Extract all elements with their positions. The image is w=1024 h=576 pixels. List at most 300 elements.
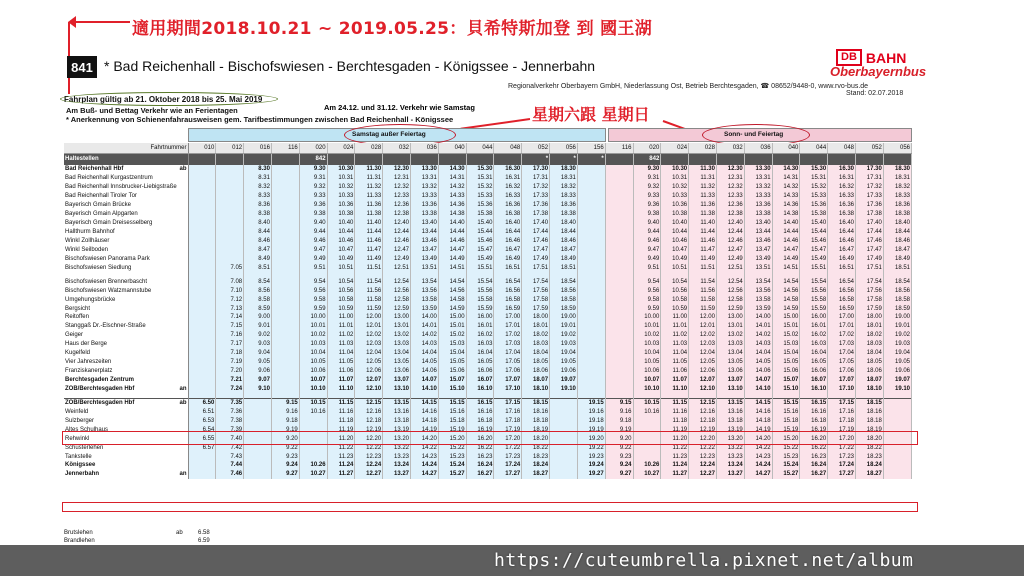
time-cell: 18.30	[883, 165, 911, 174]
time-cell	[271, 245, 299, 254]
stop-name	[64, 340, 188, 349]
time-cell: 18.54	[550, 277, 578, 286]
time-cell	[577, 254, 605, 263]
stop-label: Bayerisch Gmain Alpgarten	[65, 211, 138, 218]
time-cell: 16.03	[466, 340, 494, 349]
time-cell: 14.47	[438, 245, 466, 254]
time-cell	[271, 340, 299, 349]
time-cell: 18.33	[550, 192, 578, 201]
time-cell: 12.05	[355, 358, 383, 367]
operator-info: Regionalverkehr Oberbayern GmbH, Niederlassung Ost, Betrieb Berchtesgaden, ☎ 08652/9448-0, www.rvo-bus.de	[508, 83, 869, 90]
time-cell: 12.15	[355, 398, 383, 407]
time-cell: 15.18	[772, 416, 800, 425]
table-row	[64, 286, 912, 295]
time-cell: 18.10	[856, 385, 884, 394]
time-cell	[188, 165, 216, 174]
time-cell: 13.23	[383, 452, 411, 461]
trip-number: 032	[716, 143, 744, 153]
time-cell: 14.01	[411, 322, 439, 331]
time-cell: 16.44	[494, 228, 522, 237]
time-cell: 8.46	[244, 237, 272, 246]
time-cell: 17.59	[522, 304, 550, 313]
time-cell: 17.03	[828, 340, 856, 349]
time-cell: 18.47	[883, 245, 911, 254]
time-cell: 13.03	[383, 340, 411, 349]
time-cell: 19.02	[883, 331, 911, 340]
time-cell: 12.06	[355, 367, 383, 376]
stop-label: Altes Schulhaus	[65, 426, 109, 433]
time-cell: 9.10	[244, 385, 272, 394]
time-cell: 15.51	[466, 263, 494, 272]
time-cell: 18.40	[883, 219, 911, 228]
time-cell: 16.36	[494, 201, 522, 210]
time-cell	[550, 461, 578, 470]
time-cell: 18.18	[856, 416, 884, 425]
time-cell: 12.58	[716, 295, 744, 304]
time-cell: 17.19	[828, 425, 856, 434]
time-cell: 15.15	[438, 398, 466, 407]
time-cell: 16.22	[466, 443, 494, 452]
time-cell: 12.56	[383, 286, 411, 295]
time-cell: 15.44	[800, 228, 828, 237]
time-cell: 18.06	[522, 367, 550, 376]
time-cell: 13.32	[411, 183, 439, 192]
time-cell: 17.24	[494, 461, 522, 470]
saturday-label: Samstag außer Feiertag	[352, 131, 426, 138]
time-cell: 14.54	[772, 277, 800, 286]
time-cell: 11.54	[355, 277, 383, 286]
time-cell: 16.44	[828, 228, 856, 237]
time-cell	[271, 313, 299, 322]
head-note	[744, 153, 772, 165]
time-cell: 12.19	[355, 425, 383, 434]
time-cell: 16.56	[494, 286, 522, 295]
stop-name	[64, 398, 188, 407]
time-cell: 17.51	[522, 263, 550, 272]
time-cell: 10.00	[633, 313, 661, 322]
time-cell	[216, 245, 244, 254]
time-cell: 11.30	[689, 165, 717, 174]
time-cell: 15.03	[438, 340, 466, 349]
head-note	[411, 153, 439, 165]
time-cell	[188, 295, 216, 304]
time-cell: 18.33	[883, 192, 911, 201]
time-cell: 17.40	[856, 219, 884, 228]
time-cell: 17.44	[522, 228, 550, 237]
time-cell: 16.03	[800, 340, 828, 349]
time-cell: 13.47	[411, 245, 439, 254]
period-annotation: 適用期間2018.10.21 ~ 2019.05.25：貝希特斯加登 到 國王湖	[132, 19, 653, 39]
time-cell	[244, 416, 272, 425]
time-cell: 15.22	[772, 443, 800, 452]
stop-label: Schusterlehen	[65, 444, 104, 451]
time-cell: 10.58	[327, 295, 355, 304]
time-cell	[605, 219, 633, 228]
time-cell: 9.38	[299, 210, 327, 219]
time-cell: 8.54	[244, 277, 272, 286]
time-cell: 13.04	[383, 349, 411, 358]
time-cell	[216, 174, 244, 183]
time-cell: 19.10	[883, 385, 911, 394]
stop-label: Bergsicht	[65, 305, 91, 312]
time-cell: 11.05	[327, 358, 355, 367]
time-cell: 16.10	[800, 385, 828, 394]
time-cell: 18.47	[550, 245, 578, 254]
time-cell	[271, 349, 299, 358]
time-cell: 18.05	[522, 358, 550, 367]
time-cell: 16.47	[828, 245, 856, 254]
trip-number-row	[64, 143, 912, 153]
route-title: * Bad Reichenhall - Bischofswiesen - Berchtesgaden - Königssee - Jennerbahn	[104, 58, 596, 74]
trip-number: 016	[244, 143, 272, 153]
time-cell	[577, 263, 605, 272]
time-cell	[188, 304, 216, 313]
time-cell: 10.15	[299, 398, 327, 407]
time-cell: 13.40	[411, 219, 439, 228]
time-cell	[188, 340, 216, 349]
time-cell: 11.01	[327, 322, 355, 331]
time-cell: 8.59	[244, 304, 272, 313]
trip-number: 052	[856, 143, 884, 153]
time-cell: 14.33	[772, 192, 800, 201]
time-cell	[577, 286, 605, 295]
time-cell: 12.31	[716, 174, 744, 183]
head-note	[216, 153, 244, 165]
time-cell	[188, 174, 216, 183]
time-cell	[577, 237, 605, 246]
lower-mark: ab	[176, 530, 183, 536]
time-cell: 8.31	[244, 174, 272, 183]
stop-name	[64, 331, 188, 340]
time-cell	[605, 277, 633, 286]
time-cell: 12.16	[689, 407, 717, 416]
time-cell: 13.05	[716, 358, 744, 367]
time-cell: 16.33	[494, 192, 522, 201]
time-cell: 12.20	[355, 434, 383, 443]
time-cell: 18.30	[550, 165, 578, 174]
time-cell	[577, 358, 605, 367]
stop-name	[64, 210, 188, 219]
time-cell: 12.33	[383, 192, 411, 201]
time-cell: 16.19	[800, 425, 828, 434]
time-cell: 9.00	[244, 313, 272, 322]
time-cell	[605, 313, 633, 322]
time-cell	[271, 228, 299, 237]
time-cell: 17.15	[494, 398, 522, 407]
time-cell: 11.27	[661, 470, 689, 479]
time-cell: 10.46	[661, 237, 689, 246]
time-cell	[577, 295, 605, 304]
head-note	[883, 153, 911, 165]
time-cell: 12.18	[355, 416, 383, 425]
time-cell: 18.07	[856, 376, 884, 385]
time-cell: 15.33	[466, 192, 494, 201]
time-cell	[271, 322, 299, 331]
time-cell: 17.16	[494, 407, 522, 416]
time-cell: 9.20	[605, 434, 633, 443]
time-cell: 15.07	[438, 376, 466, 385]
time-cell: 9.27	[271, 470, 299, 479]
time-cell: 8.56	[244, 286, 272, 295]
time-cell: 13.10	[383, 385, 411, 394]
time-cell: 12.24	[689, 461, 717, 470]
sunday-label: Sonn- und Feiertag	[724, 131, 784, 138]
time-cell: 10.31	[661, 174, 689, 183]
time-cell: 17.22	[828, 443, 856, 452]
time-cell: 17.44	[856, 228, 884, 237]
time-cell: 9.40	[299, 219, 327, 228]
table-row	[64, 219, 912, 228]
time-cell: 10.02	[633, 331, 661, 340]
time-cell: 10.36	[327, 201, 355, 210]
time-cell	[188, 385, 216, 394]
time-cell: 16.02	[800, 331, 828, 340]
stop-label: Geiger	[65, 332, 84, 339]
time-cell: 12.49	[716, 254, 744, 263]
time-cell: 13.58	[744, 295, 772, 304]
time-cell: 14.10	[744, 385, 772, 394]
time-cell: 18.04	[856, 349, 884, 358]
time-cell: 14.32	[772, 183, 800, 192]
stop-label: Sulzberger	[65, 417, 95, 424]
time-cell: 12.31	[383, 174, 411, 183]
table-row	[64, 452, 912, 461]
time-cell: 10.05	[633, 358, 661, 367]
time-cell: 15.27	[772, 470, 800, 479]
time-cell: 17.23	[828, 452, 856, 461]
time-cell: 16.36	[828, 201, 856, 210]
time-cell: 18.32	[550, 183, 578, 192]
time-cell: 18.58	[550, 295, 578, 304]
time-cell: 14.51	[772, 263, 800, 272]
time-cell: 19.05	[550, 358, 578, 367]
stop-name	[64, 245, 188, 254]
time-cell: 11.59	[689, 304, 717, 313]
table-row	[64, 237, 912, 246]
time-cell: 18.44	[883, 228, 911, 237]
time-cell	[188, 286, 216, 295]
time-cell: 13.31	[744, 174, 772, 183]
time-cell: 15.16	[438, 407, 466, 416]
time-cell: 16.56	[828, 286, 856, 295]
time-cell: 16.10	[466, 385, 494, 394]
time-cell: 13.49	[744, 254, 772, 263]
time-cell: 18.27	[522, 470, 550, 479]
time-cell	[605, 358, 633, 367]
time-cell: 10.51	[327, 263, 355, 272]
time-cell: 13.33	[411, 192, 439, 201]
time-cell: 18.23	[856, 452, 884, 461]
time-cell: 13.58	[411, 295, 439, 304]
lower-row	[64, 538, 214, 544]
time-cell: 19.18	[577, 416, 605, 425]
time-cell	[605, 174, 633, 183]
time-cell: 16.38	[828, 210, 856, 219]
time-cell: 19.22	[577, 443, 605, 452]
stop-label: ZOB/Berchtesgaden Hbf	[65, 385, 135, 392]
time-cell: 10.26	[633, 461, 661, 470]
time-cell: 6.53	[188, 416, 216, 425]
stop-label: Hallthurm Bahnhof	[65, 229, 115, 236]
time-cell: 11.56	[689, 286, 717, 295]
time-cell: 15.05	[772, 358, 800, 367]
time-cell: 15.44	[466, 228, 494, 237]
time-cell: 14.16	[744, 407, 772, 416]
time-cell: 11.32	[689, 183, 717, 192]
time-cell: 19.05	[883, 358, 911, 367]
time-cell: 18.59	[550, 304, 578, 313]
time-cell: 8.47	[244, 245, 272, 254]
time-cell: 13.27	[383, 470, 411, 479]
stop-name	[64, 183, 188, 192]
time-cell: 13.20	[716, 434, 744, 443]
time-cell: 13.54	[411, 277, 439, 286]
time-cell: 18.16	[856, 407, 884, 416]
time-cell: 9.54	[299, 277, 327, 286]
time-cell: 17.32	[522, 183, 550, 192]
time-cell: 14.51	[438, 263, 466, 272]
time-cell: 15.20	[772, 434, 800, 443]
time-cell: 19.01	[883, 322, 911, 331]
stop-name	[64, 192, 188, 201]
time-cell: 18.31	[550, 174, 578, 183]
time-cell: 9.15	[271, 398, 299, 407]
time-cell	[605, 263, 633, 272]
trip-number: 116	[605, 143, 633, 153]
time-cell: 14.06	[411, 367, 439, 376]
time-cell: 17.00	[494, 313, 522, 322]
time-cell: 19.03	[883, 340, 911, 349]
time-cell: 14.36	[438, 201, 466, 210]
time-cell	[550, 398, 578, 407]
time-cell: 11.33	[355, 192, 383, 201]
time-cell: 17.51	[856, 263, 884, 272]
time-cell: 15.56	[800, 286, 828, 295]
watermark-url: https://cuteumbrella.pixnet.net/album	[494, 550, 914, 571]
time-cell: 14.56	[772, 286, 800, 295]
time-cell: 7.14	[216, 313, 244, 322]
time-cell	[271, 358, 299, 367]
time-cell: 18.15	[856, 398, 884, 407]
time-cell: 14.59	[438, 304, 466, 313]
time-cell	[271, 183, 299, 192]
time-cell	[577, 331, 605, 340]
time-cell	[633, 416, 661, 425]
time-cell: 10.47	[327, 245, 355, 254]
time-cell: 13.51	[411, 263, 439, 272]
time-cell: 17.16	[828, 407, 856, 416]
time-cell: 14.20	[744, 434, 772, 443]
time-cell: 12.32	[383, 183, 411, 192]
table-row	[64, 407, 912, 416]
time-cell: 17.07	[494, 376, 522, 385]
time-cell: 16.02	[466, 331, 494, 340]
time-cell: 14.03	[411, 340, 439, 349]
time-cell: 9.51	[633, 263, 661, 272]
trip-number: 052	[522, 143, 550, 153]
head-note	[383, 153, 411, 165]
time-cell: 17.10	[828, 385, 856, 394]
time-cell: 17.30	[522, 165, 550, 174]
time-cell: 13.32	[744, 183, 772, 192]
time-cell: 17.10	[494, 385, 522, 394]
time-cell	[216, 201, 244, 210]
time-cell: 15.59	[800, 304, 828, 313]
time-cell: 12.07	[689, 376, 717, 385]
time-cell: 11.20	[661, 434, 689, 443]
time-cell: 12.33	[716, 192, 744, 201]
time-cell: 11.06	[661, 367, 689, 376]
time-cell	[271, 295, 299, 304]
head-note: *	[522, 153, 550, 165]
time-cell: 16.24	[466, 461, 494, 470]
time-cell: 9.44	[633, 228, 661, 237]
time-cell: 10.40	[661, 219, 689, 228]
time-cell: 11.02	[661, 331, 689, 340]
time-cell: 15.30	[800, 165, 828, 174]
time-cell: 13.15	[383, 398, 411, 407]
time-cell	[188, 331, 216, 340]
time-cell: 7.24	[216, 385, 244, 394]
time-cell: 14.04	[411, 349, 439, 358]
time-cell: 13.03	[716, 340, 744, 349]
time-cell: 15.18	[438, 416, 466, 425]
time-cell: 7.12	[216, 295, 244, 304]
time-cell: 11.16	[327, 407, 355, 416]
time-cell: 9.54	[633, 277, 661, 286]
stop-name	[64, 452, 188, 461]
time-cell: 11.31	[689, 174, 717, 183]
stop-mark: an	[179, 471, 187, 478]
time-cell	[188, 277, 216, 286]
time-cell: 9.51	[299, 263, 327, 272]
time-cell: 18.49	[883, 254, 911, 263]
time-cell: 18.46	[550, 237, 578, 246]
time-cell: 6.57	[188, 443, 216, 452]
time-cell: 15.47	[466, 245, 494, 254]
time-cell: 11.20	[327, 434, 355, 443]
time-cell: 13.38	[744, 210, 772, 219]
time-cell: 12.40	[383, 219, 411, 228]
time-cell: 15.32	[466, 183, 494, 192]
time-cell: 9.23	[605, 452, 633, 461]
time-cell: 13.31	[411, 174, 439, 183]
trip-number: 056	[550, 143, 578, 153]
time-cell: 9.30	[299, 165, 327, 174]
stop-label: Umgehungsbrücke	[65, 296, 116, 303]
time-cell	[577, 349, 605, 358]
time-cell: 9.36	[633, 201, 661, 210]
time-cell: 15.56	[466, 286, 494, 295]
stop-label: Jennerbahn	[65, 471, 100, 478]
time-cell: 12.15	[689, 398, 717, 407]
time-cell: 19.03	[550, 340, 578, 349]
time-cell: 10.56	[661, 286, 689, 295]
time-cell: 13.36	[411, 201, 439, 210]
stop-name	[64, 322, 188, 331]
time-cell: 19.27	[577, 470, 605, 479]
time-cell: 15.23	[772, 452, 800, 461]
time-cell: 10.06	[299, 367, 327, 376]
time-cell: 10.10	[633, 385, 661, 394]
stop-label: Berchtesgaden Zentrum	[65, 377, 135, 384]
trip-number: 024	[661, 143, 689, 153]
time-cell	[883, 407, 911, 416]
info-line-holiday: Am Buß- und Bettag Verkehr wie an Ferientagen	[66, 106, 238, 115]
time-cell: 12.46	[716, 237, 744, 246]
time-cell: 18.20	[522, 434, 550, 443]
time-cell: 15.24	[438, 461, 466, 470]
